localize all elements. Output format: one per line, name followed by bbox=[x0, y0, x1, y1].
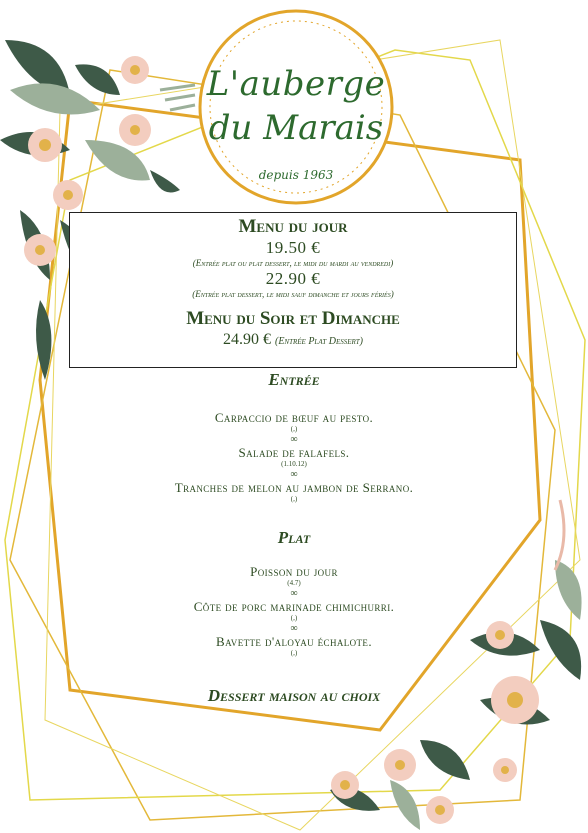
menu-soir-title: Menu du Soir et Dimanche bbox=[186, 308, 400, 329]
separator: ∞ bbox=[290, 469, 298, 480]
logo bbox=[198, 20, 394, 200]
allergen-code: (,) bbox=[290, 614, 298, 622]
allergen-code: (,) bbox=[290, 495, 298, 503]
menu-prices-box bbox=[69, 212, 517, 368]
plat-item: Poisson du jour bbox=[250, 564, 338, 579]
plat-list bbox=[0, 564, 588, 658]
allergen-code: (,) bbox=[290, 649, 298, 657]
dessert-title: Dessert maison au choix bbox=[207, 686, 381, 705]
allergen-code: (4.7) bbox=[287, 579, 301, 587]
entree-list bbox=[0, 410, 588, 504]
entree-item: Salade de falafels. bbox=[238, 445, 350, 460]
allergen-code: (,) bbox=[290, 425, 298, 433]
menu-jour-price-1: 19.50 € bbox=[265, 238, 321, 257]
menu-soir-price-line bbox=[70, 330, 516, 352]
plat-item: Côte de porc marinade chimichurri. bbox=[193, 599, 395, 614]
entree-title: Entrée bbox=[268, 370, 320, 389]
plat-section bbox=[0, 528, 588, 548]
plat-title: Plat bbox=[277, 528, 311, 547]
separator: ∞ bbox=[290, 588, 298, 599]
menu-soir-note: (Entrée Plat Dessert) bbox=[274, 336, 363, 347]
separator: ∞ bbox=[290, 434, 298, 445]
entree-section bbox=[0, 370, 588, 390]
entree-item: Tranches de melon au jambon de Serrano. bbox=[174, 480, 414, 495]
logo-name-line1: L'auberge bbox=[206, 64, 386, 104]
dessert-section bbox=[0, 686, 588, 706]
menu-soir-price: 24.90 € bbox=[222, 331, 271, 348]
entree-item: Carpaccio de bœuf au pesto. bbox=[214, 410, 374, 425]
separator: ∞ bbox=[290, 623, 298, 634]
allergen-code: (1.10.12) bbox=[281, 460, 307, 468]
plat-item: Bavette d'aloyau échalote. bbox=[216, 634, 372, 649]
menu-jour-note-1: (Entrée plat ou plat dessert, le midi du mardi au vendredi) bbox=[192, 258, 394, 268]
menu-jour-price-2: 22.90 € bbox=[265, 269, 321, 288]
logo-tagline: depuis 1963 bbox=[258, 168, 334, 182]
logo-name-line2: du Marais bbox=[208, 108, 384, 148]
menu-jour-note-2: (Entrée plat dessert, le midi sauf dimanche et jours fériés) bbox=[192, 289, 394, 299]
menu-jour-title: Menu du jour bbox=[238, 216, 348, 237]
